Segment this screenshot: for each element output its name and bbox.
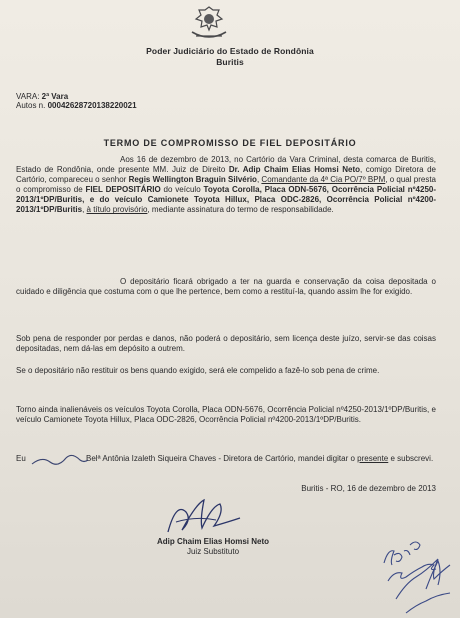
p1-text-b: , comigo Diretora de Cartório, compareceu o senhor: [16, 165, 436, 185]
eu-label: Eu: [16, 454, 26, 463]
depositary-name: Regis Wellington Braguin Silvério: [128, 175, 257, 185]
vara-value: 2ª Vara: [41, 92, 69, 101]
clerk-signature-mark: [30, 452, 90, 470]
court-city: Buritis: [216, 57, 244, 67]
court-name: Poder Judiciário do Estado de Rondônia: [146, 46, 314, 56]
clerk-text-end: e subscrevi.: [388, 454, 434, 463]
p1-text-a: Aos 16 de dezembro de 2013, no Cartório da Vara Criminal, desta comarca de Buritis, Estado de Rondônia, onde presente MM. Juiz de Direito: [16, 155, 436, 175]
document-title: TERMO DE COMPROMISSO DE FIEL DEPOSITÁRIO: [103, 138, 357, 148]
vara-line: [16, 92, 68, 101]
signer-name: Adip Chaim Elias Homsi Neto: [156, 537, 270, 546]
paragraph-inalienable: Torno ainda inalienáveis os veículos Toyota Corolla, Placa ODN-5676, Ocorrência Policial nº4250-2013/1ºDP/Buritis, e veículo Camionete Toyota Hillux, Placa ODC-2826, Ocorrência Policial nº4200-2013/1ºDP/Buritis.: [16, 405, 436, 425]
vara-label: VARA:: [16, 92, 40, 101]
provisional-note: à título provisório: [86, 205, 148, 215]
autos-label: Autos n.: [16, 101, 46, 110]
p1-text-g: , mediante assinatura do termo de responsabilidade.: [147, 205, 334, 215]
p1-text-c: ,: [256, 175, 262, 185]
clerk-text: Belª Antônia Izaleth Siqueira Chaves - Diretora de Cartório, mandei digitar o: [83, 454, 358, 463]
paragraph-penalty: Sob pena de responder por perdas e danos, não poderá o depositário, sem licença deste juízo, servir-se das coisas depositadas, nem dá-las em depósito a outrem.: [16, 334, 436, 354]
depositary-role: FIEL DEPOSITÁRIO: [85, 185, 161, 195]
judge-signature-mark: [162, 492, 244, 542]
vehicles-description: Toyota Corolla, Placa ODN-5676, Ocorrência Policial nº4250-2013/1ºDP/Buritis, e do veículo Camionete Toyota Hillux, Placa ODC-2826, Ocorrência Policial nº4200-2013/1ºDP/Buritis: [16, 185, 437, 215]
signer-title: Juiz Substituto: [186, 547, 240, 556]
autos-value: 00042628720138220021: [47, 101, 137, 110]
judge-name: Dr. Adip Chaim Elias Homsi Neto: [228, 165, 361, 175]
autos-line: [16, 101, 137, 110]
coat-of-arms-icon: [184, 4, 234, 40]
depositary-rank: Comandante da 4ª Cia PO/7º BPM: [261, 175, 386, 185]
presente-word: presente: [357, 454, 389, 463]
p1-text-e: do veículo: [160, 185, 204, 195]
p1-text-d: , o qual presta o compromisso de: [16, 175, 437, 195]
paragraph-intro: [16, 155, 436, 216]
p1-text-f: ,: [82, 205, 87, 215]
paragraph-restitution: Se o depositário não restituir os bens quando exigido, será ele compelido a fazê-lo sob pena de crime.: [16, 366, 380, 375]
paragraph-obligation: O depositário ficará obrigado a ter na guarda e conservação da coisa depositada o cuidado e diligência que costuma com o que lhe pertence, bem como a restituí-la, quando assim lhe for exigido.: [16, 277, 436, 297]
date-line: Buritis - RO, 16 de dezembro de 2013: [301, 484, 436, 493]
handwritten-receipt-note: [376, 515, 460, 618]
